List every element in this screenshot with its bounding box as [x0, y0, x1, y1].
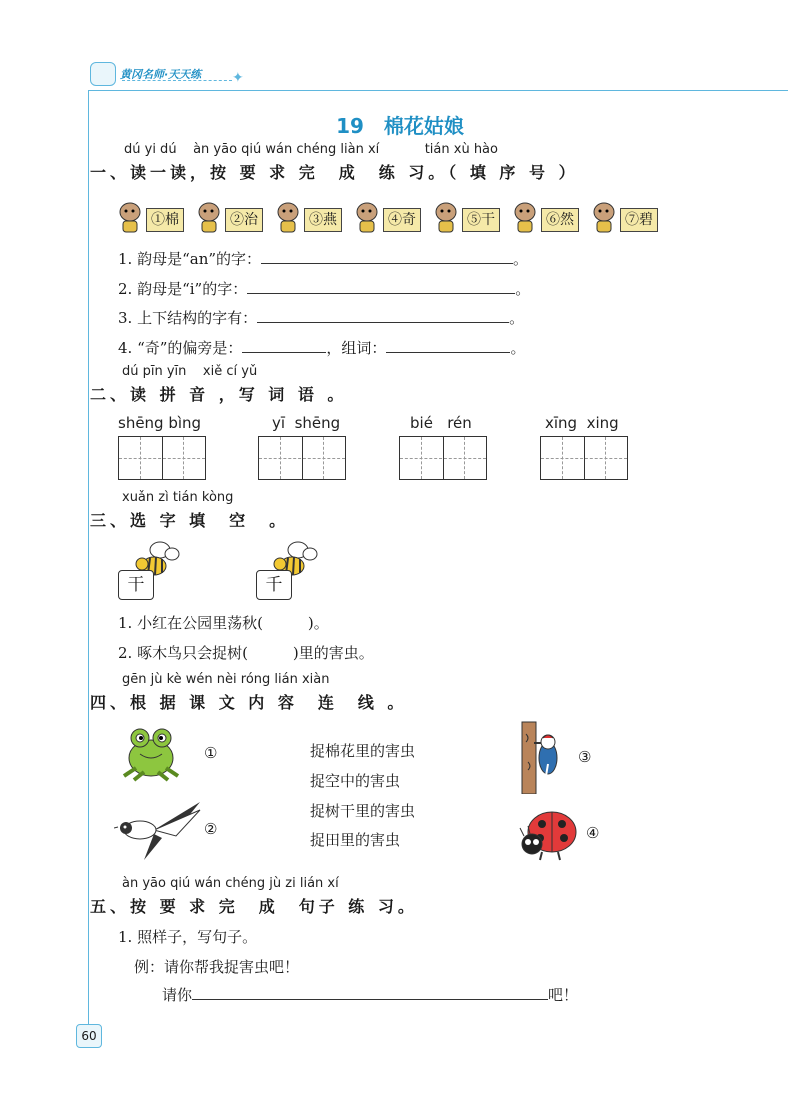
- section1-heading: 一、读一读，按 要 求 完 成 练 习。（ 填 序 号 ）: [90, 163, 579, 182]
- option-char-box: 千: [256, 570, 292, 600]
- char-chip-label: ③燕: [304, 208, 342, 232]
- cat-icon: [434, 200, 464, 234]
- swallow-icon: [114, 800, 202, 864]
- question-1-2: [118, 278, 530, 299]
- section1-pinyin: dú yi dú àn yāo qiú wán chéng liàn xí tián xù hào: [124, 142, 498, 157]
- section2-heading: 二、读 拼 音 ，写 词 语 。: [90, 385, 348, 404]
- question-1-3: [118, 307, 524, 328]
- brand-logo-icon: [90, 62, 116, 86]
- answer-blank[interactable]: [257, 308, 509, 323]
- writing-grid[interactable]: [258, 436, 346, 480]
- period: 。: [510, 339, 526, 357]
- period: 。: [515, 280, 531, 298]
- question-1-1: [118, 248, 528, 269]
- match-phrase[interactable]: 捉空中的害虫: [310, 772, 401, 790]
- question-3-1: 1. 小红在公园里荡秋( )。: [118, 614, 329, 632]
- answer-blank[interactable]: [261, 249, 513, 264]
- question-text: 4. “奇”的偏旁是：: [118, 339, 243, 357]
- section4-heading: 四、根 据 课 文 内 容 连 线 。: [90, 693, 408, 712]
- word-pinyin: yī shēng: [272, 414, 341, 432]
- question-5-1: 1. 照样子，写句子。: [118, 928, 258, 946]
- section5-pinyin: àn yāo qiú wán chéng jù zi lián xí: [122, 876, 339, 891]
- page-number: 60: [76, 1024, 102, 1048]
- sentence-exercise: [162, 984, 578, 1005]
- match-phrase[interactable]: 捉棉花里的害虫: [310, 742, 416, 760]
- answer-blank[interactable]: [242, 338, 326, 353]
- sentence-suffix: 吧！: [548, 986, 579, 1004]
- section4-pinyin: gēn jù kè wén nèi róng lián xiàn: [122, 672, 330, 687]
- answer-blank[interactable]: [192, 985, 548, 1000]
- cat-icon: [276, 200, 306, 234]
- question-text: 2. 韵母是“i”的字：: [118, 280, 248, 298]
- cat-icon: [118, 200, 148, 234]
- margin-rule: [88, 90, 89, 1030]
- char-chip-label: ④奇: [383, 208, 421, 232]
- header-rule: [88, 90, 788, 91]
- woodpecker-icon: [516, 718, 572, 794]
- example-sentence: 例：请你帮我捉害虫吧！: [134, 958, 300, 976]
- char-chip-label: ⑦碧: [620, 208, 658, 232]
- animal-label: ③: [578, 748, 592, 766]
- match-phrase[interactable]: 捉树干里的害虫: [310, 802, 416, 820]
- lesson-title: 19 棉花姑娘: [336, 114, 464, 138]
- period: 。: [509, 309, 525, 327]
- char-chip-label: ②治: [225, 208, 263, 232]
- section3-heading: 三、选 字 填 空 。: [90, 511, 290, 530]
- frog-icon: [118, 724, 184, 784]
- option-char-box: 干: [118, 570, 154, 600]
- question-1-4: [118, 337, 525, 358]
- section5-heading: 五、按 要 求 完 成 句子 练 习。: [90, 897, 418, 916]
- period: 。: [513, 250, 529, 268]
- char-chip-label: ⑥然: [541, 208, 579, 232]
- section3-pinyin: xuǎn zì tián kòng: [122, 490, 234, 505]
- writing-grid[interactable]: [399, 436, 487, 480]
- word-pinyin: xīng xing: [545, 414, 619, 432]
- char-chip-label: ⑤干: [462, 208, 500, 232]
- animal-label: ④: [586, 824, 600, 842]
- brand-label: 黄冈名师·天天练: [120, 68, 202, 81]
- section2-pinyin: dú pīn yīn xiě cí yǔ: [122, 364, 258, 379]
- word-pinyin: bié rén: [410, 414, 472, 432]
- cat-icon: [513, 200, 543, 234]
- writing-grid[interactable]: [118, 436, 206, 480]
- match-phrase[interactable]: 捉田里的害虫: [310, 831, 401, 849]
- answer-blank[interactable]: [247, 279, 515, 294]
- cat-icon: [592, 200, 622, 234]
- cat-icon: [355, 200, 385, 234]
- brand-divider: [122, 80, 232, 81]
- question-text: 3. 上下结构的字有：: [118, 309, 258, 327]
- question-3-2: 2. 啄木鸟只会捉树( )里的害虫。: [118, 644, 374, 662]
- ladybug-icon: [518, 806, 580, 862]
- animal-label: ①: [204, 744, 218, 762]
- cat-icon: [197, 200, 227, 234]
- answer-blank[interactable]: [386, 338, 510, 353]
- animal-label: ②: [204, 820, 218, 838]
- question-text: ，组词：: [326, 339, 387, 357]
- sentence-prefix: 请你: [162, 986, 193, 1004]
- word-pinyin: shēng bìng: [118, 414, 202, 432]
- sparkle-icon: ✦: [232, 70, 244, 86]
- char-chip-label: ①棉: [146, 208, 184, 232]
- writing-grid[interactable]: [540, 436, 628, 480]
- question-text: 1. 韵母是“an”的字：: [118, 250, 262, 268]
